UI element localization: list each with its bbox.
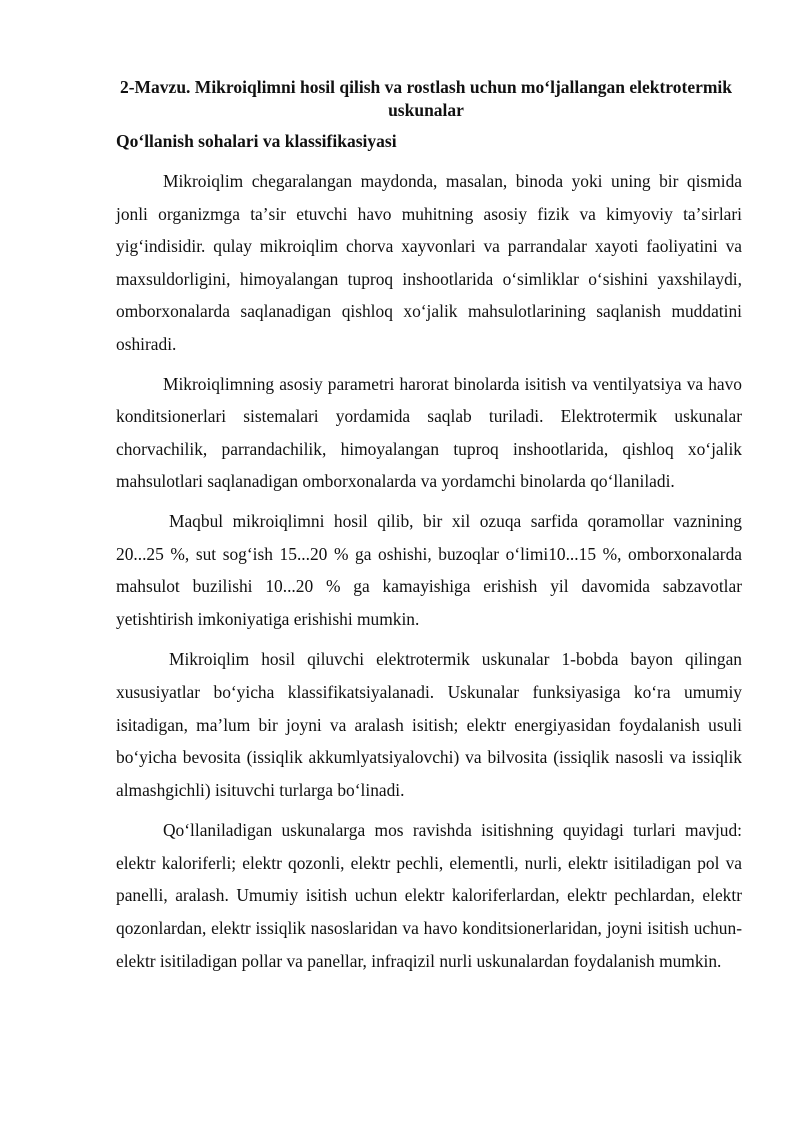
paragraph-5: Qoʻllaniladigan uskunalarga mos ravishda isitishning quyidagi turlari mavjud: elektr kaloriferli; elektr qozonli, elektr pechli, elementli, nurli, elektr isitiladigan pol va panelli, aralash. Umumiy isitish uchun elektr kaloriferlardan, elektr pechlardan, elektr qozonlardan, elektr issiqlik nasoslaridan va havo konditsionerlaridan, joyni isitish uchun-elektr isitiladigan pollar va panellar, infraqizil nurli uskunalardan foydalanish mumkin. [116,820,742,971]
paragraph-3: Maqbul mikroiqlimni hosil qilib, bir xil ozuqa sarfida qoramollar vaznining 20...25 %, sut sogʻish 15...20 % ga oshishi, buzoqlar oʻlimi10...15 %, omborxonalarda mahsulot buzilishi 10...20 % ga kamayishiga erishish yil davomida sabzavotlar yetishtirish imkoniyatiga erishishi mumkin. [116,510,742,629]
paragraph-2: Mikroiqlimning asosiy parametri harorat binolarda isitish va ventilyatsiya va havo konditsionerlari sistemalari yordamida saqlab turiladi. Elektrotermik uskunalar chorvachilik, parrandachilik, himoyalangan tuproq inshootlarida, qishloq xoʻjalik mahsulotlari saqlanadigan omborxonalarda va yordamchi binolarda qoʻllaniladi. [116,373,742,492]
document-title: 2-Mavzu. Mikroiqlimni hosil qilish va rostlash uchun moʻljallangan elektrotermik uskunalar [119,77,733,120]
section-heading: Qoʻllanish sohalari va klassifikasiyasi [116,131,397,151]
paragraph-1: Mikroiqlim chegaralangan maydonda, masalan, binoda yoki uning bir qismida jonli organizmga taʼsir etuvchi havo muhitning asosiy fizik va kimyoviy taʼsirlari yigʻindisidir. qulay mikroiqlim chorva xayvonlari va parrandalar xayoti faoliyatini va maxsuldorligini, himoyalangan tuproq inshootlarida oʻsimliklar oʻsishini yaxshilaydi, omborxonalarda saqlanadigan qishloq xoʻjalik mahsulotlarining saqlanish muddatini oshiradi. [116,171,742,354]
paragraph-4: Mikroiqlim hosil qiluvchi elektrotermik uskunalar 1-bobda bayon qilingan xususiyatlar boʻyicha klassifikatsiyalanadi. Uskunalar funksiyasiga koʻra umumiy isitadigan, maʼlum bir joyni va aralash isitish; elektr energiyasidan foydalanish usuli boʻyicha bevosita (issiqlik akkumlyatsiyalovchi) va bilvosita (issiqlik nasosli va issiqlik almashgichli) isituvchi turlarga boʻlinadi. [116,649,742,800]
